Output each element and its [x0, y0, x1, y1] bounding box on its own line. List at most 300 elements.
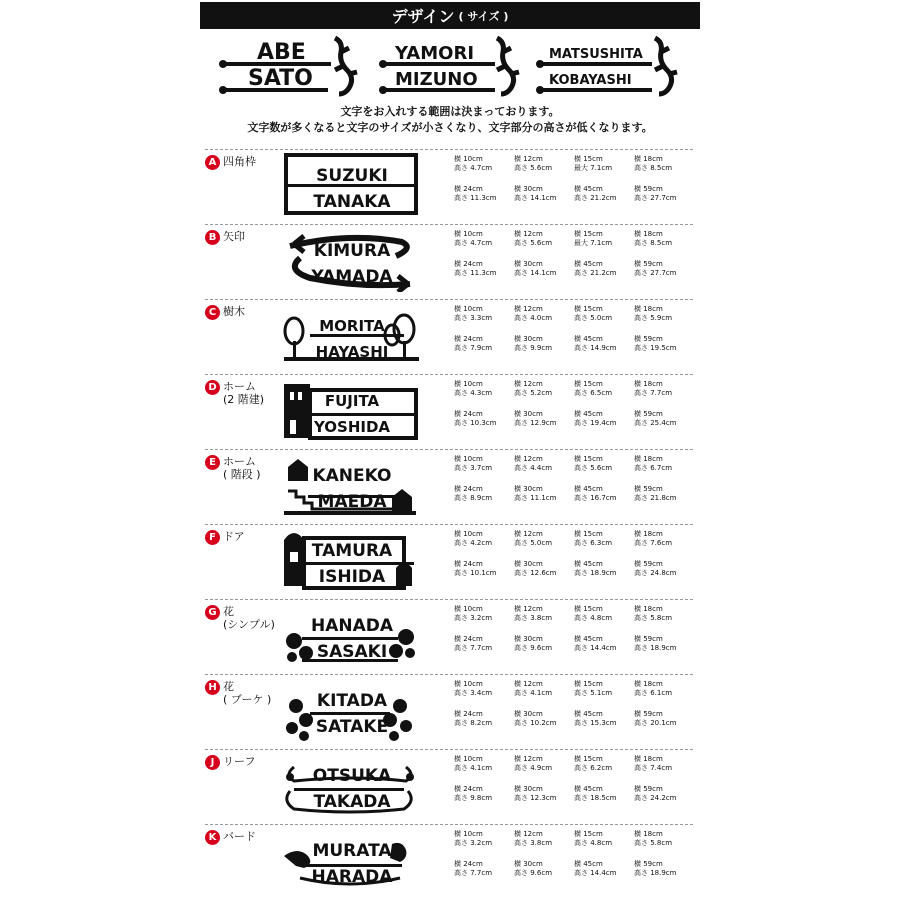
- design-label: [205, 605, 275, 631]
- size-spec: [514, 680, 574, 698]
- spec-height: 高さ 5.6cm: [574, 464, 613, 472]
- size-spec: [574, 410, 634, 428]
- spec-height: 高さ 18.5cm: [574, 794, 617, 802]
- spec-width: 横 24cm: [454, 785, 483, 793]
- size-spec: [574, 605, 634, 623]
- size-spec: [514, 755, 574, 773]
- size-spec: [454, 410, 514, 428]
- design-item-k: [205, 826, 693, 896]
- spec-width: 横 59cm: [634, 410, 663, 418]
- size-notes: [200, 104, 700, 136]
- spec-height: 高さ 5.8cm: [634, 614, 673, 622]
- size-spec: [574, 305, 634, 323]
- spec-height: 高さ 4.7cm: [454, 164, 493, 172]
- plate-line-2: TANAKA: [313, 192, 391, 212]
- design-item-c: [205, 301, 693, 371]
- size-specs: [454, 155, 694, 203]
- spec-width: 横 24cm: [454, 485, 483, 493]
- spec-height: 高さ 3.8cm: [514, 614, 553, 622]
- spec-height: 最大 7.1cm: [574, 239, 613, 247]
- size-spec: [574, 185, 634, 203]
- spec-width: 横 45cm: [574, 860, 603, 868]
- size-spec: [574, 260, 634, 278]
- section-header: [200, 2, 700, 29]
- size-spec: [454, 830, 514, 848]
- spec-height: 高さ 6.7cm: [634, 464, 673, 472]
- size-spec: [634, 185, 694, 203]
- spec-height: 高さ 14.4cm: [574, 644, 617, 652]
- size-specs: [454, 380, 694, 428]
- nameplate-illustration: [280, 151, 425, 217]
- nameplate-illustration: [280, 226, 425, 292]
- size-spec: [514, 860, 574, 878]
- plate-line-1: MURATA: [312, 841, 392, 861]
- spec-width: 横 24cm: [454, 635, 483, 643]
- size-spec: [454, 635, 514, 653]
- spec-height: 高さ 3.8cm: [514, 839, 553, 847]
- size-spec: [454, 185, 514, 203]
- spec-width: 横 15cm: [574, 605, 603, 613]
- spec-width: 横 10cm: [454, 530, 483, 538]
- spec-width: 横 59cm: [634, 785, 663, 793]
- spec-width: 横 59cm: [634, 860, 663, 868]
- spec-height: 高さ 5.0cm: [514, 539, 553, 547]
- gecko-icon: [335, 38, 357, 94]
- spec-height: 高さ 14.9cm: [574, 344, 617, 352]
- spec-width: 横 24cm: [454, 410, 483, 418]
- design-label: [205, 680, 271, 706]
- design-item-g: [205, 601, 693, 671]
- design-name: ホーム ( 階段 ): [223, 455, 261, 481]
- size-spec: [574, 455, 634, 473]
- design-letter-badge: K: [205, 830, 220, 845]
- design-item-h: [205, 676, 693, 746]
- plate-line-2: SATAKE: [315, 717, 389, 737]
- size-spec: [514, 155, 574, 173]
- spec-width: 横 18cm: [634, 830, 663, 838]
- spec-width: 横 12cm: [514, 455, 543, 463]
- spec-height: 高さ 4.0cm: [514, 314, 553, 322]
- size-spec: [514, 710, 574, 728]
- item-divider: [205, 524, 693, 525]
- spec-width: 横 59cm: [634, 335, 663, 343]
- gecko-plate-1: [219, 38, 357, 94]
- size-spec: [454, 335, 514, 353]
- nameplate-illustration: [280, 601, 425, 667]
- size-spec: [514, 185, 574, 203]
- spec-height: 高さ 3.2cm: [454, 839, 493, 847]
- spec-height: 高さ 3.3cm: [454, 314, 493, 322]
- spec-height: 高さ 8.5cm: [634, 164, 673, 172]
- size-spec: [574, 155, 634, 173]
- design-label: [205, 530, 245, 545]
- spec-height: 高さ 15.3cm: [574, 719, 617, 727]
- design-letter-badge: D: [205, 380, 220, 395]
- size-spec: [634, 380, 694, 398]
- spec-width: 横 24cm: [454, 260, 483, 268]
- size-spec: [634, 485, 694, 503]
- spec-height: 最大 7.1cm: [574, 164, 613, 172]
- size-spec: [514, 530, 574, 548]
- size-spec: [514, 635, 574, 653]
- size-spec: [454, 755, 514, 773]
- spec-height: 高さ 11.1cm: [514, 494, 557, 502]
- spec-width: 横 45cm: [574, 260, 603, 268]
- spec-height: 高さ 7.7cm: [454, 869, 493, 877]
- size-spec: [634, 305, 694, 323]
- size-spec: [454, 485, 514, 503]
- spec-height: 高さ 12.6cm: [514, 569, 557, 577]
- spec-width: 横 12cm: [514, 530, 543, 538]
- note-line-2: 文字数が多くなると文字のサイズが小さくなり、文字部分の高さが低くなります。: [247, 121, 653, 134]
- spec-width: 横 59cm: [634, 635, 663, 643]
- size-spec: [634, 455, 694, 473]
- design-label: [205, 455, 261, 481]
- spec-height: 高さ 18.9cm: [634, 644, 677, 652]
- size-spec: [514, 830, 574, 848]
- spec-height: 高さ 7.9cm: [454, 344, 493, 352]
- spec-height: 高さ 18.9cm: [634, 869, 677, 877]
- spec-height: 高さ 10.3cm: [454, 419, 497, 427]
- size-spec: [514, 485, 574, 503]
- size-spec: [574, 635, 634, 653]
- spec-height: 高さ 9.6cm: [514, 869, 553, 877]
- size-spec: [634, 710, 694, 728]
- size-spec: [574, 530, 634, 548]
- spec-width: 横 12cm: [514, 680, 543, 688]
- nameplate-illustration: [280, 451, 425, 517]
- spec-height: 高さ 4.7cm: [454, 239, 493, 247]
- item-divider: [205, 299, 693, 300]
- size-spec: [634, 680, 694, 698]
- spec-width: 横 15cm: [574, 230, 603, 238]
- design-name: 花 ( ブーケ ): [223, 680, 272, 706]
- size-spec: [574, 230, 634, 248]
- spec-height: 高さ 24.2cm: [634, 794, 677, 802]
- size-spec: [454, 155, 514, 173]
- spec-width: 横 12cm: [514, 305, 543, 313]
- spec-width: 横 30cm: [514, 485, 543, 493]
- spec-width: 横 30cm: [514, 260, 543, 268]
- spec-height: 高さ 16.7cm: [574, 494, 617, 502]
- spec-width: 横 15cm: [574, 155, 603, 163]
- size-specs: [454, 530, 694, 578]
- size-spec: [634, 335, 694, 353]
- size-spec: [514, 455, 574, 473]
- nameplate-illustration: [280, 826, 425, 892]
- size-spec: [634, 605, 694, 623]
- size-specs: [454, 455, 694, 503]
- plate-line-1: KIMURA: [313, 241, 391, 261]
- size-spec: [454, 260, 514, 278]
- size-spec: [634, 860, 694, 878]
- size-spec: [514, 785, 574, 803]
- size-spec: [634, 155, 694, 173]
- spec-height: 高さ 4.1cm: [454, 764, 493, 772]
- spec-height: 高さ 24.8cm: [634, 569, 677, 577]
- plate-line-1: KANEKO: [312, 466, 392, 486]
- spec-width: 横 18cm: [634, 305, 663, 313]
- spec-width: 横 30cm: [514, 560, 543, 568]
- spec-width: 横 30cm: [514, 335, 543, 343]
- spec-width: 横 10cm: [454, 155, 483, 163]
- spec-width: 横 10cm: [454, 605, 483, 613]
- spec-width: 横 18cm: [634, 455, 663, 463]
- size-spec: [574, 830, 634, 848]
- spec-width: 横 30cm: [514, 860, 543, 868]
- spec-width: 横 45cm: [574, 335, 603, 343]
- size-spec: [574, 785, 634, 803]
- size-spec: [634, 560, 694, 578]
- design-label: [205, 830, 256, 845]
- spec-height: 高さ 3.4cm: [454, 689, 493, 697]
- spec-height: 高さ 19.4cm: [574, 419, 617, 427]
- design-letter-badge: F: [205, 530, 220, 545]
- design-letter-badge: E: [205, 455, 220, 470]
- spec-width: 横 15cm: [574, 305, 603, 313]
- spec-height: 高さ 21.8cm: [634, 494, 677, 502]
- item-divider: [205, 449, 693, 450]
- plate-line-1: TAMURA: [311, 541, 393, 561]
- plate-line-1: MORITA: [319, 317, 385, 335]
- size-spec: [454, 305, 514, 323]
- spec-width: 横 59cm: [634, 185, 663, 193]
- spec-height: 高さ 5.1cm: [574, 689, 613, 697]
- spec-height: 高さ 5.0cm: [574, 314, 613, 322]
- spec-height: 高さ 14.1cm: [514, 194, 557, 202]
- spec-width: 横 24cm: [454, 860, 483, 868]
- design-item-b: [205, 226, 693, 296]
- spec-width: 横 15cm: [574, 680, 603, 688]
- spec-width: 横 59cm: [634, 560, 663, 568]
- size-spec: [514, 230, 574, 248]
- gecko-2-line1: YAMORI: [395, 43, 475, 64]
- design-label: [205, 380, 264, 406]
- design-item-d: [205, 376, 693, 446]
- spec-width: 横 10cm: [454, 755, 483, 763]
- spec-height: 高さ 9.9cm: [514, 344, 553, 352]
- item-divider: [205, 149, 693, 150]
- plate-line-2: ISHIDA: [318, 567, 386, 587]
- spec-width: 横 18cm: [634, 380, 663, 388]
- size-spec: [454, 380, 514, 398]
- note-line-1: 文字をお入れする範囲は決まっております。: [340, 105, 560, 118]
- gecko-plate-3: [536, 38, 677, 94]
- spec-height: 高さ 7.6cm: [634, 539, 673, 547]
- spec-height: 高さ 27.7cm: [634, 194, 677, 202]
- spec-height: 高さ 6.2cm: [574, 764, 613, 772]
- spec-height: 高さ 18.9cm: [574, 569, 617, 577]
- plate-line-1: HANADA: [310, 616, 394, 636]
- spec-width: 横 18cm: [634, 605, 663, 613]
- size-spec: [574, 380, 634, 398]
- spec-width: 横 45cm: [574, 560, 603, 568]
- spec-height: 高さ 4.2cm: [454, 539, 493, 547]
- spec-width: 横 15cm: [574, 530, 603, 538]
- size-spec: [454, 530, 514, 548]
- size-spec: [514, 335, 574, 353]
- spec-width: 横 18cm: [634, 230, 663, 238]
- design-name: 矢印: [223, 230, 245, 243]
- spec-width: 横 59cm: [634, 260, 663, 268]
- spec-width: 横 30cm: [514, 710, 543, 718]
- spec-width: 横 30cm: [514, 785, 543, 793]
- spec-width: 横 12cm: [514, 755, 543, 763]
- item-divider: [205, 224, 693, 225]
- item-divider: [205, 374, 693, 375]
- nameplate-illustration: [280, 526, 425, 592]
- size-spec: [574, 710, 634, 728]
- size-spec: [514, 605, 574, 623]
- header-title: デザイン: [391, 7, 455, 26]
- spec-height: 高さ 27.7cm: [634, 269, 677, 277]
- spec-width: 横 12cm: [514, 605, 543, 613]
- gecko-icon: [655, 38, 677, 94]
- spec-width: 横 10cm: [454, 680, 483, 688]
- design-label: [205, 755, 255, 770]
- size-spec: [634, 230, 694, 248]
- spec-width: 横 12cm: [514, 380, 543, 388]
- spec-width: 横 18cm: [634, 155, 663, 163]
- design-item-a: [205, 151, 693, 221]
- spec-width: 横 30cm: [514, 635, 543, 643]
- spec-height: 高さ 5.6cm: [514, 164, 553, 172]
- spec-height: 高さ 3.2cm: [454, 614, 493, 622]
- spec-width: 横 24cm: [454, 185, 483, 193]
- spec-height: 高さ 10.2cm: [514, 719, 557, 727]
- spec-height: 高さ 11.3cm: [454, 194, 497, 202]
- spec-width: 横 18cm: [634, 755, 663, 763]
- spec-height: 高さ 12.3cm: [514, 794, 557, 802]
- spec-height: 高さ 11.3cm: [454, 269, 497, 277]
- size-spec: [454, 605, 514, 623]
- item-divider: [205, 599, 693, 600]
- spec-width: 横 45cm: [574, 710, 603, 718]
- size-specs: [454, 605, 694, 653]
- design-name: バード: [223, 830, 256, 843]
- size-specs: [454, 230, 694, 278]
- spec-width: 横 45cm: [574, 635, 603, 643]
- spec-height: 高さ 4.4cm: [514, 464, 553, 472]
- design-item-j: [205, 751, 693, 821]
- gecko-plate-2: [379, 38, 519, 94]
- spec-height: 高さ 6.1cm: [634, 689, 673, 697]
- size-spec: [574, 560, 634, 578]
- spec-height: 高さ 3.7cm: [454, 464, 493, 472]
- gecko-2-line2: MIZUNO: [395, 69, 478, 90]
- size-spec: [634, 635, 694, 653]
- spec-width: 横 30cm: [514, 410, 543, 418]
- plate-line-2: HARADA: [311, 867, 393, 887]
- spec-height: 高さ 4.8cm: [574, 839, 613, 847]
- design-name: ドア: [223, 530, 245, 543]
- design-name: ホーム (2 階建): [223, 380, 265, 406]
- nameplate-illustration: [280, 751, 425, 817]
- spec-width: 横 24cm: [454, 710, 483, 718]
- size-spec: [514, 560, 574, 578]
- nameplate-illustration: [280, 301, 425, 367]
- spec-width: 横 30cm: [514, 185, 543, 193]
- size-spec: [574, 680, 634, 698]
- spec-width: 横 18cm: [634, 530, 663, 538]
- item-divider: [205, 674, 693, 675]
- spec-width: 横 10cm: [454, 830, 483, 838]
- spec-width: 横 10cm: [454, 455, 483, 463]
- size-specs: [454, 305, 694, 353]
- spec-height: 高さ 21.2cm: [574, 194, 617, 202]
- gecko-3-line1: MATSUSHITA: [549, 47, 643, 62]
- spec-height: 高さ 5.6cm: [514, 239, 553, 247]
- design-letter-badge: H: [205, 680, 220, 695]
- spec-height: 高さ 7.7cm: [634, 389, 673, 397]
- spec-width: 横 59cm: [634, 710, 663, 718]
- gecko-samples: [215, 30, 685, 100]
- nameplate-illustration: [280, 376, 425, 442]
- spec-width: 横 15cm: [574, 755, 603, 763]
- item-divider: [205, 749, 693, 750]
- size-spec: [634, 755, 694, 773]
- size-spec: [454, 230, 514, 248]
- spec-width: 横 59cm: [634, 485, 663, 493]
- design-letter-badge: A: [205, 155, 220, 170]
- spec-width: 横 45cm: [574, 185, 603, 193]
- gecko-1-line1: ABE: [257, 40, 306, 65]
- spec-height: 高さ 4.9cm: [514, 764, 553, 772]
- spec-width: 横 10cm: [454, 305, 483, 313]
- size-spec: [454, 455, 514, 473]
- spec-height: 高さ 4.8cm: [574, 614, 613, 622]
- spec-width: 横 18cm: [634, 680, 663, 688]
- spec-width: 横 10cm: [454, 230, 483, 238]
- spec-height: 高さ 8.9cm: [454, 494, 493, 502]
- plate-line-1: OTSUKA: [312, 766, 392, 786]
- design-name: 花 (シンプル): [223, 605, 275, 631]
- spec-height: 高さ 19.5cm: [634, 344, 677, 352]
- design-letter-badge: B: [205, 230, 220, 245]
- design-name: リーフ: [223, 755, 256, 768]
- plate-line-1: SUZUKI: [316, 166, 388, 186]
- size-spec: [634, 410, 694, 428]
- size-spec: [454, 785, 514, 803]
- spec-height: 高さ 4.3cm: [454, 389, 493, 397]
- spec-width: 横 45cm: [574, 785, 603, 793]
- size-spec: [514, 380, 574, 398]
- spec-height: 高さ 20.1cm: [634, 719, 677, 727]
- spec-height: 高さ 14.1cm: [514, 269, 557, 277]
- plate-line-2: YAMADA: [311, 267, 393, 287]
- spec-width: 横 45cm: [574, 410, 603, 418]
- size-specs: [454, 830, 694, 878]
- spec-height: 高さ 8.2cm: [454, 719, 493, 727]
- spec-height: 高さ 25.4cm: [634, 419, 677, 427]
- item-divider: [205, 824, 693, 825]
- spec-width: 横 15cm: [574, 830, 603, 838]
- spec-width: 横 15cm: [574, 455, 603, 463]
- spec-height: 高さ 10.1cm: [454, 569, 497, 577]
- design-item-f: [205, 526, 693, 596]
- spec-height: 高さ 14.4cm: [574, 869, 617, 877]
- gecko-3-line2: KOBAYASHI: [549, 73, 632, 88]
- spec-height: 高さ 8.5cm: [634, 239, 673, 247]
- gecko-icon: [497, 38, 519, 94]
- spec-height: 高さ 9.8cm: [454, 794, 493, 802]
- spec-height: 高さ 5.8cm: [634, 839, 673, 847]
- nameplate-illustration: [280, 676, 425, 742]
- spec-width: 横 15cm: [574, 380, 603, 388]
- size-spec: [574, 860, 634, 878]
- size-spec: [634, 530, 694, 548]
- size-spec: [574, 335, 634, 353]
